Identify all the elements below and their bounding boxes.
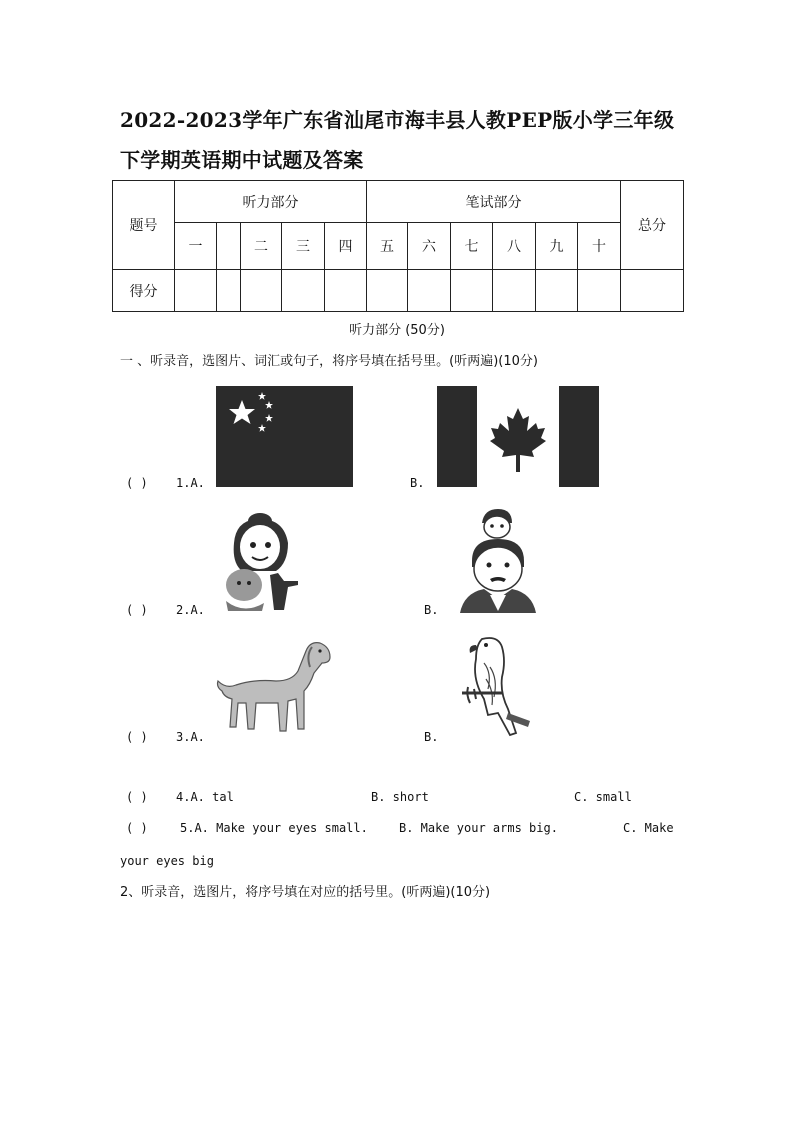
number-cell: 六 (408, 223, 451, 270)
father-and-son-image[interactable] (450, 505, 555, 613)
number-cell: 四 (325, 223, 367, 270)
q5-bracket[interactable]: ( ) (126, 821, 148, 835)
q1-bracket[interactable]: ( ) (126, 476, 148, 490)
q5-option-a: 5.A. Make your eyes small. (180, 821, 368, 835)
score-cell[interactable] (408, 270, 451, 312)
q5-option-b: B. Make your arms big. (399, 821, 558, 835)
number-cell (217, 223, 241, 270)
document-title-line-1: 2022-2023学年广东省汕尾市海丰县人教PEP版小学三年级 (120, 108, 675, 132)
q3-bracket[interactable]: ( ) (126, 730, 148, 744)
q4-bracket[interactable]: ( ) (126, 790, 148, 804)
document-title-line-2: 下学期英语期中试题及答案 (120, 148, 364, 172)
number-cell: 七 (451, 223, 493, 270)
q4-option-a: 4.A. tal (176, 790, 234, 804)
number-cell: 二 (241, 223, 282, 270)
q3-label: 3.A. (176, 730, 205, 744)
part2-instruction: 2、听录音，选图片，将序号填在对应的括号里。(听两遍)(10分) (120, 885, 491, 900)
score-cell[interactable] (493, 270, 536, 312)
score-cell[interactable] (282, 270, 325, 312)
q4-option-c: C. small (574, 790, 632, 804)
row-header-cell: 题号 (113, 181, 175, 270)
score-cell[interactable] (325, 270, 367, 312)
score-cell[interactable] (536, 270, 578, 312)
china-flag-image[interactable] (216, 386, 353, 487)
parrot-image[interactable] (458, 633, 538, 741)
number-cell: 九 (536, 223, 578, 270)
listening-section-heading: 听力部分 (50分) (349, 323, 445, 338)
q1-option-b: B. (410, 476, 425, 490)
number-cell: 一 (175, 223, 217, 270)
number-cell: 八 (493, 223, 536, 270)
listening-header-cell: 听力部分 (175, 181, 367, 223)
number-cell: 五 (367, 223, 408, 270)
q4-option-b: B. short (371, 790, 429, 804)
total-score-cell[interactable] (621, 270, 684, 312)
q2-option-b: B. (424, 603, 439, 617)
score-cell[interactable] (451, 270, 493, 312)
writing-header-cell: 笔试部分 (367, 181, 621, 223)
q3-option-b: B. (424, 730, 439, 744)
score-cell[interactable] (578, 270, 621, 312)
canada-flag-image[interactable] (437, 386, 599, 487)
q2-label: 2.A. (176, 603, 205, 617)
score-cell[interactable] (217, 270, 241, 312)
part1-instruction: 一 、听录音，选图片、词汇或句子，将序号填在括号里。(听两遍)(10分) (120, 354, 538, 369)
number-cell: 十 (578, 223, 621, 270)
score-label-cell: 得分 (113, 270, 175, 312)
q2-bracket[interactable]: ( ) (126, 603, 148, 617)
q1-label: 1.A. (176, 476, 205, 490)
q5-option-c-continued: your eyes big (120, 854, 214, 868)
score-cell[interactable] (367, 270, 408, 312)
score-cell[interactable] (175, 270, 217, 312)
total-header-cell: 总分 (621, 181, 684, 270)
score-table (112, 180, 684, 312)
score-cell[interactable] (241, 270, 282, 312)
number-cell: 三 (282, 223, 325, 270)
dog-image[interactable] (214, 633, 334, 743)
mother-and-child-image[interactable] (212, 505, 312, 615)
q5-option-c: C. Make (623, 821, 674, 835)
